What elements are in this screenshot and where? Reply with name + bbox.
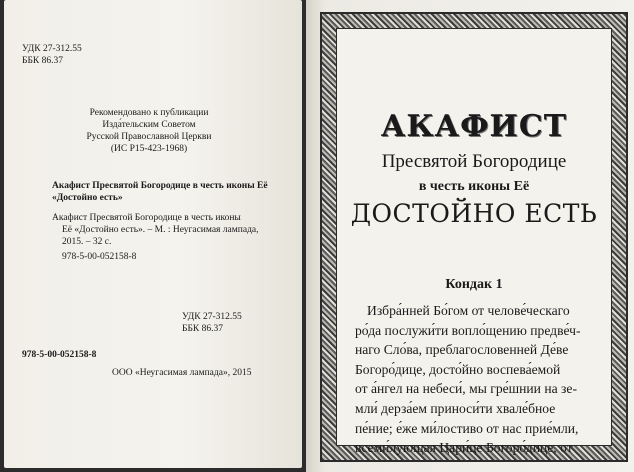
udk-code-bottom: УДК 27-312.55 — [182, 312, 242, 322]
bbk-code-top: ББК 86.37 — [22, 56, 63, 66]
right-page — [306, 0, 634, 472]
recommendation-line: Русской Православной Церкви — [86, 132, 212, 142]
body-line: ро́да послужи́ти вопло́щению предве́ч- — [355, 322, 581, 338]
frame-content-area — [336, 28, 612, 456]
body-line: от а́нгел на небеси́, мы гре́шнии на зе- — [355, 381, 577, 397]
body-line: мли́ дерза́ем приноси́ти хвале́бное — [355, 400, 556, 416]
isbn-bottom: 978-5-00-052158-8 — [22, 350, 97, 360]
left-page — [4, 0, 302, 468]
bibliographic-title: «Достойно есть» — [52, 193, 123, 203]
recommendation-line: (ИС Р15-423-1968) — [110, 144, 188, 154]
bibliographic-description: Её «Достойно есть». – М. : Неугасимая лампада, — [62, 225, 259, 235]
page-subtitle: Пресвятой Богородице — [381, 151, 567, 172]
udk-code-top: УДК 27-312.55 — [22, 44, 82, 54]
bibliographic-description: 2015. – 32 с. — [62, 237, 112, 247]
body-text — [355, 301, 631, 458]
body-line: наго Сло́ва, преблагословенней Де́ве — [355, 342, 569, 358]
page-subtitle-secondary: в честь иконы Её — [418, 179, 530, 194]
body-line: всеми́лующая Цари́це Богоро́дице, от — [355, 440, 573, 456]
section-title: Кондак 1 — [445, 277, 503, 292]
body-line: Богоро́дице, досто́йно воспева́емой — [355, 361, 561, 377]
page-heading: АКАФИСТ — [380, 109, 568, 144]
body-line: Избра́нней Бо́гом от челове́ческаго — [367, 303, 570, 318]
bibliographic-description: Акафист Пресвятой Богородице в честь иконы — [52, 213, 241, 223]
recommendation-line: Рекомендовано к публикации — [89, 108, 209, 118]
isbn-top: 978-5-00-052158-8 — [62, 252, 137, 262]
recommendation-line: Изда́тельским Советом — [102, 120, 196, 130]
ornamental-frame — [320, 12, 628, 462]
copyright-line: ООО «Неугасимая лампада», 2015 — [112, 368, 252, 378]
body-line: пе́ние; е́же ми́лостиво от нас прие́мли, — [355, 420, 579, 436]
bbk-code-bottom: ББК 86.37 — [182, 324, 223, 334]
icon-name-title: ДОСТОЙНО ЕСТЬ — [350, 199, 598, 228]
bibliographic-title: Акафист Пресвятой Богородице в честь иконы Её — [52, 181, 268, 191]
